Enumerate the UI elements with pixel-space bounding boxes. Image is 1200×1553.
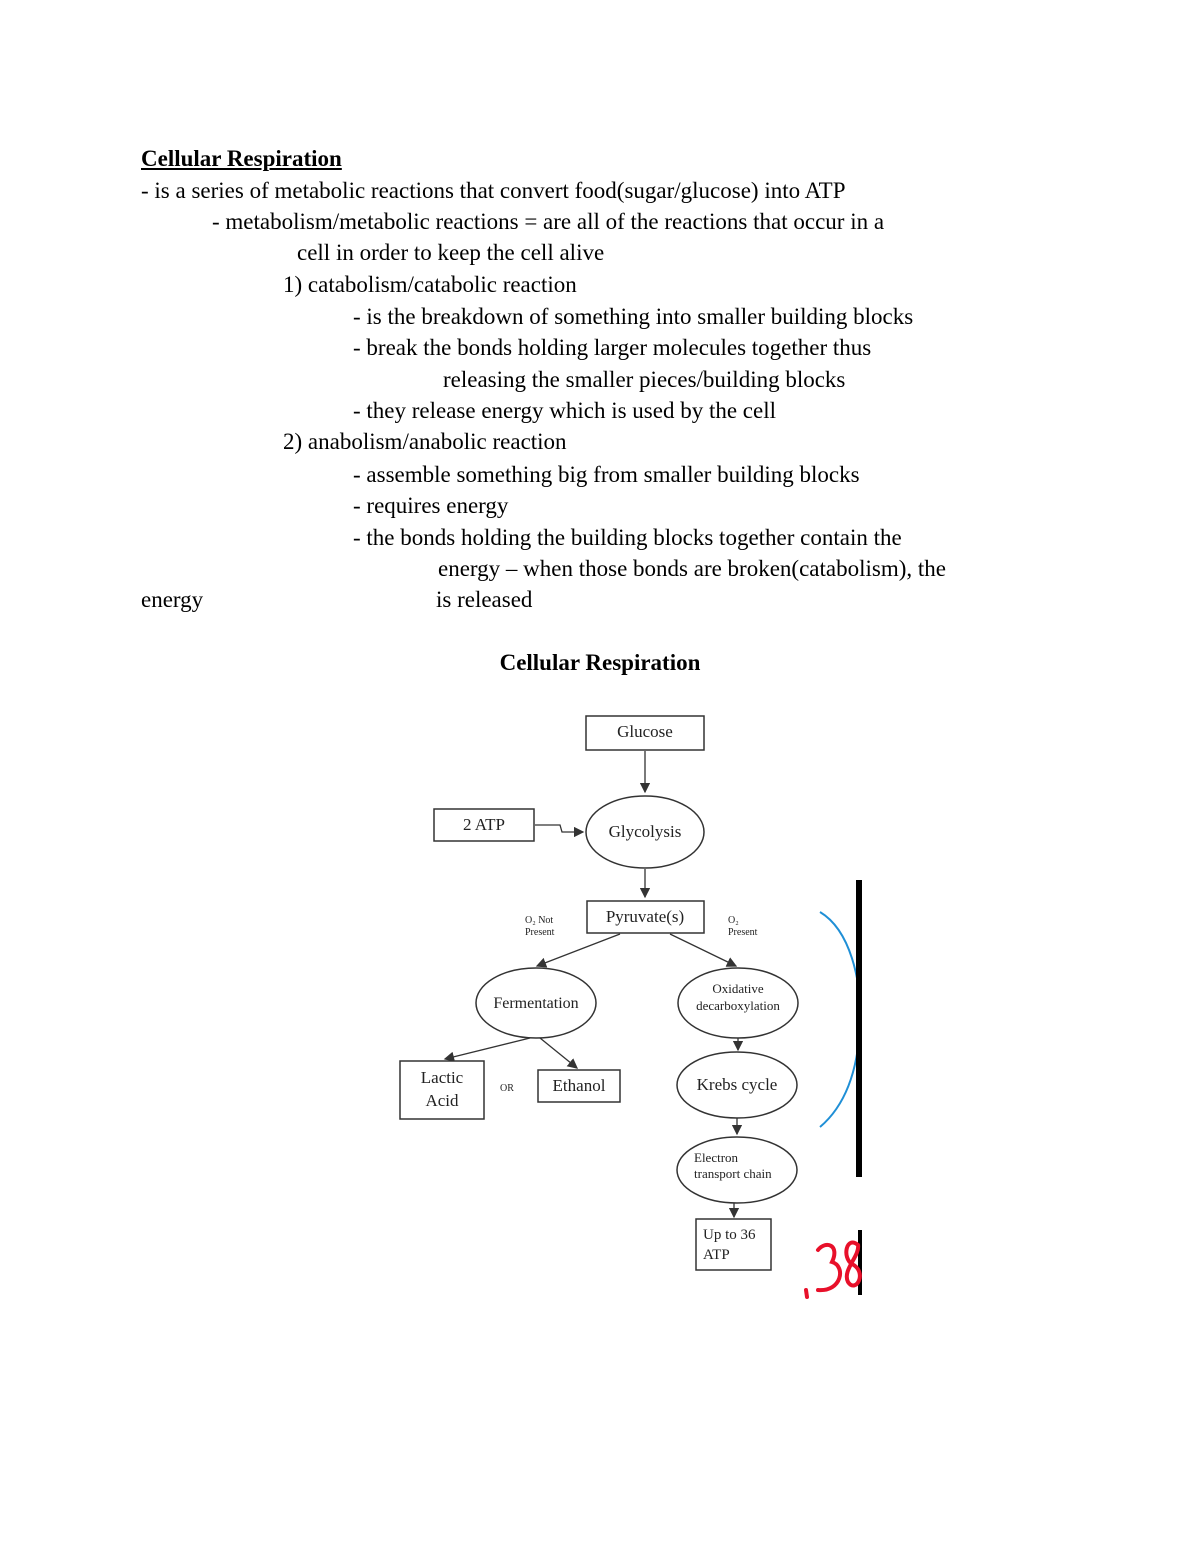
black-vertical-bar xyxy=(858,1230,862,1295)
or-label: OR xyxy=(500,1083,514,1094)
notes-line: - they release energy which is used by the cell xyxy=(353,398,777,423)
etc-label: transport chain xyxy=(694,1166,772,1181)
black-vertical-bar xyxy=(856,880,862,1177)
atp-output-label: Up to 36 xyxy=(703,1227,756,1243)
ethanol-label: Ethanol xyxy=(552,1076,606,1095)
arrow xyxy=(540,1038,577,1068)
lactic-acid-label: Acid xyxy=(425,1091,459,1110)
arrow xyxy=(445,1038,530,1059)
fermentation-label: Fermentation xyxy=(493,995,579,1012)
o2-present-label: Present xyxy=(728,927,758,938)
notes-line: cell in order to keep the cell alive xyxy=(297,240,605,265)
notes-line: energy – when those bonds are broken(catabolism), the xyxy=(438,556,946,581)
arrow xyxy=(670,934,736,966)
notes-title: Cellular Respiration xyxy=(141,146,342,171)
notes-line: - is a series of metabolic reactions that convert food(sugar/glucose) into ATP xyxy=(141,178,846,203)
oxidative-label: Oxidative xyxy=(712,981,764,996)
diagram-title: Cellular Respiration xyxy=(499,650,701,675)
atp-input-label: 2 ATP xyxy=(462,815,506,834)
notes-line: - metabolism/metabolic reactions = are all of the reactions that occur in a xyxy=(212,209,885,234)
notes-line: - requires energy xyxy=(353,493,509,518)
lactic-acid-label: Lactic xyxy=(420,1068,464,1087)
arrow xyxy=(535,825,583,832)
notes-line: 1) catabolism/catabolic reaction xyxy=(283,272,577,297)
notes-line: 2) anabolism/anabolic reaction xyxy=(283,429,567,454)
glycolysis-label: Glycolysis xyxy=(608,822,682,841)
arrow xyxy=(537,934,620,966)
notes-line: is released xyxy=(436,587,533,612)
krebs-label: Krebs cycle xyxy=(696,1075,778,1094)
o2-present-label: O₂ xyxy=(728,915,739,926)
o2-not-present-label: Present xyxy=(525,927,555,938)
etc-label: Electron xyxy=(694,1150,739,1165)
o2-not-present-label: O₂ Not xyxy=(525,915,554,926)
notes-line: energy xyxy=(141,587,204,612)
atp-output-label: ATP xyxy=(703,1247,730,1263)
blue-bracket-mark xyxy=(820,912,860,1127)
notes-line: - the bonds holding the building blocks together contain the xyxy=(353,525,902,550)
notes-line: - assemble something big from smaller building blocks xyxy=(353,462,860,487)
glucose-label: Glucose xyxy=(617,722,673,741)
notes-line: - is the breakdown of something into smaller building blocks xyxy=(353,304,914,329)
oxidative-label: decarboxylation xyxy=(696,998,780,1013)
notes-line: releasing the smaller pieces/building blocks xyxy=(443,367,846,392)
notes-line: - break the bonds holding larger molecules together thus xyxy=(353,335,872,360)
pyruvate-label: Pyruvate(s) xyxy=(605,907,685,926)
handwritten-annotation xyxy=(806,1243,860,1297)
